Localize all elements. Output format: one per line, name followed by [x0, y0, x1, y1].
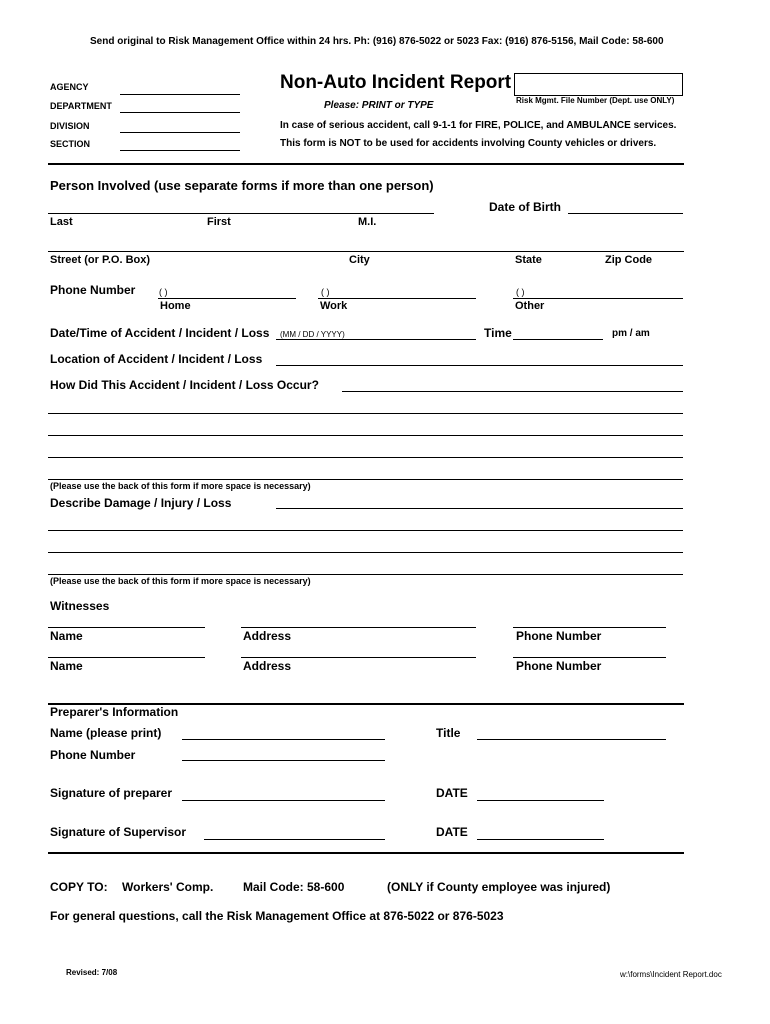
division-label: DIVISION [50, 121, 90, 131]
damage-field-4[interactable] [48, 574, 683, 575]
how-field-1[interactable] [342, 391, 683, 392]
other-phone-field[interactable] [513, 298, 683, 299]
damage-field-3[interactable] [48, 552, 683, 553]
department-field[interactable] [120, 112, 240, 113]
supervisor-date-label: DATE [436, 825, 468, 839]
other-label: Other [515, 300, 545, 312]
home-phone-field[interactable] [158, 298, 296, 299]
section-field[interactable] [120, 150, 240, 151]
preparer-signature-label: Signature of preparer [50, 786, 173, 800]
street-label: Street (or P.O. Box) [50, 254, 151, 266]
copy-to-label: COPY TO: [50, 880, 108, 894]
preparer-phone-label: Phone Number [50, 748, 136, 762]
agency-field[interactable] [120, 94, 240, 95]
preparer-phone-field[interactable] [182, 760, 385, 761]
questions-note: For general questions, call the Risk Management Office at 876-5022 or 876-5023 [50, 909, 504, 923]
header-instructions: Send original to Risk Management Office within 24 hrs. Ph: (916) 876-5022 or 5023 Fax: (916) 876-5156, Mail Code: 58-600 [90, 36, 664, 47]
file-number-box[interactable] [514, 73, 683, 96]
witness1-phone-label: Phone Number [516, 629, 602, 643]
how-field-4[interactable] [48, 457, 683, 458]
witness2-phone-field[interactable] [513, 657, 666, 658]
work-phone-field[interactable] [318, 298, 476, 299]
mail-code-label: Mail Code: 58-600 [243, 880, 345, 894]
emergency-note: In case of serious accident, call 9-1-1 for FIRE, POLICE, and AMBULANCE services. [280, 120, 677, 131]
time-field[interactable] [513, 339, 603, 340]
damage-field-1[interactable] [276, 508, 683, 509]
work-label: Work [320, 300, 348, 312]
date-format-hint: (MM / DD / YYYY) [280, 330, 345, 339]
witness1-name-field[interactable] [48, 627, 205, 628]
page-title: Non-Auto Incident Report [280, 72, 512, 93]
witness2-address-field[interactable] [241, 657, 476, 658]
dob-label: Date of Birth [489, 200, 561, 214]
address-field[interactable] [48, 251, 684, 252]
file-path-note: w:\forms\Incident Report.doc [620, 970, 722, 979]
witness2-name-field[interactable] [48, 657, 205, 658]
date-field[interactable] [276, 339, 476, 340]
location-label: Location of Accident / Incident / Loss [50, 352, 263, 366]
datetime-label: Date/Time of Accident / Incident / Loss [50, 326, 270, 340]
preparer-name-field[interactable] [182, 739, 385, 740]
how-field-2[interactable] [48, 413, 683, 414]
vehicle-note: This form is NOT to be used for accidents involving County vehicles or drivers. [280, 138, 657, 149]
time-label: Time [484, 326, 512, 340]
work-paren: ( ) [321, 287, 330, 297]
division-field[interactable] [120, 132, 240, 133]
pm-am-label: pm / am [612, 328, 650, 339]
file-number-label: Risk Mgmt. File Number (Dept. use ONLY) [516, 96, 675, 105]
damage-field-2[interactable] [48, 530, 683, 531]
first-label: First [207, 216, 231, 228]
city-label: City [349, 254, 370, 266]
preparer-date-label: DATE [436, 786, 468, 800]
supervisor-signature-label: Signature of Supervisor [50, 825, 187, 839]
damage-label: Describe Damage / Injury / Loss [50, 496, 232, 510]
location-field[interactable] [276, 365, 683, 366]
state-label: State [515, 254, 542, 266]
witnesses-heading: Witnesses [50, 599, 110, 613]
dob-field[interactable] [568, 213, 683, 214]
witness1-address-field[interactable] [241, 627, 476, 628]
last-label: Last [50, 216, 73, 228]
preparer-heading: Preparer's Information [50, 705, 179, 719]
only-if-note: (ONLY if County employee was injured) [387, 880, 611, 894]
witness1-address-label: Address [243, 629, 292, 643]
section-label: SECTION [50, 139, 91, 149]
revised-note: Revised: 7/08 [66, 968, 118, 977]
back-note: (Please use the back of this form if more space is necessary) [50, 481, 311, 491]
supervisor-signature-field[interactable] [204, 839, 385, 840]
name-field[interactable] [48, 213, 434, 214]
witness2-name-label: Name [50, 659, 83, 673]
footer-divider [48, 852, 684, 854]
supervisor-date-field[interactable] [477, 839, 604, 840]
witness2-phone-label: Phone Number [516, 659, 602, 673]
zip-label: Zip Code [605, 254, 653, 266]
workers-comp-label: Workers' Comp. [122, 880, 214, 894]
witness1-phone-field[interactable] [513, 627, 666, 628]
preparer-date-field[interactable] [477, 800, 604, 801]
preparer-title-field[interactable] [477, 739, 666, 740]
person-heading: Person Involved (use separate forms if more than one person) [50, 178, 434, 193]
print-note: Please: PRINT or TYPE [324, 100, 434, 111]
how-field-5[interactable] [48, 479, 683, 480]
agency-label: AGENCY [50, 82, 89, 92]
section-divider [48, 163, 684, 165]
department-label: DEPARTMENT [50, 101, 112, 111]
home-label: Home [160, 300, 191, 312]
back-note-2: (Please use the back of this form if more space is necessary) [50, 576, 311, 586]
how-field-3[interactable] [48, 435, 683, 436]
witness1-name-label: Name [50, 629, 83, 643]
preparer-title-label: Title [436, 726, 461, 740]
other-paren: ( ) [516, 287, 525, 297]
witness2-address-label: Address [243, 659, 292, 673]
phone-label: Phone Number [50, 283, 136, 297]
how-label: How Did This Accident / Incident / Loss Occur? [50, 378, 319, 392]
mi-label: M.I. [358, 216, 377, 228]
preparer-name-label: Name (please print) [50, 726, 162, 740]
home-paren: ( ) [159, 287, 168, 297]
preparer-signature-field[interactable] [182, 800, 385, 801]
